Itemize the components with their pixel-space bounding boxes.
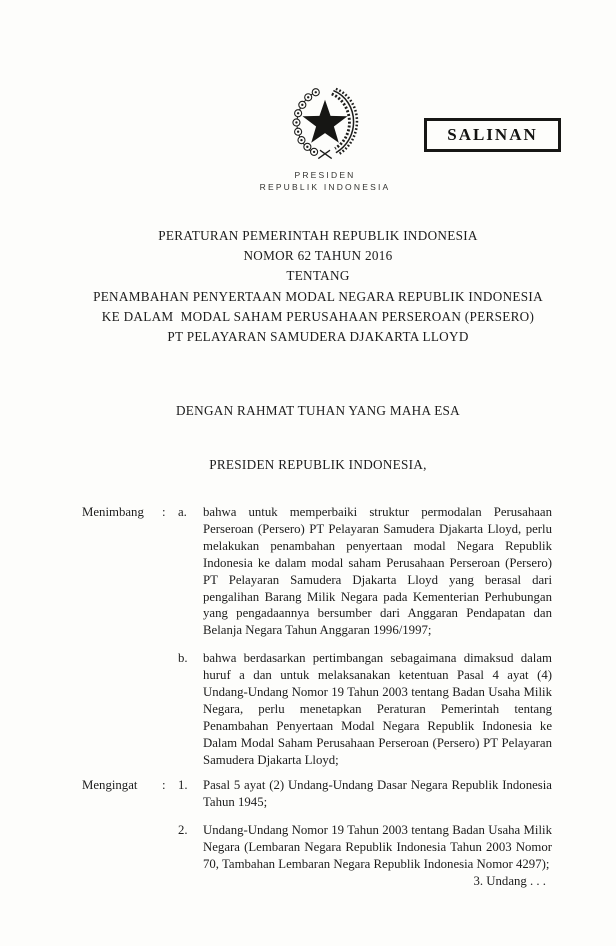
mengingat-colon: : (162, 778, 166, 792)
mengingat-item-1 (178, 777, 552, 811)
item-text: Undang-Undang Nomor 19 Tahun 2003 tentang Badan Usaha Milik Negara (Lembaran Negara Republik Indonesia Tahun 2003 Nomor 70, Tambahan Lembaran Negara Republik Indonesia Nomor 4297); (203, 822, 552, 871)
menimbang-items (178, 504, 552, 769)
menimbang-item-a (178, 504, 552, 639)
garuda-star-emblem (283, 86, 367, 164)
letterhead-republik-indonesia: REPUBLIK INDONESIA (259, 182, 391, 192)
letterhead (205, 169, 445, 193)
menimbang-section (82, 504, 552, 769)
page-catchword: 3. Undang . . . (473, 874, 546, 888)
letterhead-presiden: PRESIDEN (294, 170, 356, 180)
invocation-line: DENGAN RAHMAT TUHAN YANG MAHA ESA (175, 403, 461, 418)
salinan-copy-stamp (424, 118, 561, 152)
title-line-6: PT PELAYARAN SAMUDERA DJAKARTA LLOYD (167, 329, 469, 345)
title-line-2: NOMOR 62 TAHUN 2016 (243, 248, 393, 264)
title-line-4: PENAMBAHAN PENYERTAAN MODAL NEGARA REPUBLIK INDONESIA (93, 288, 543, 304)
menimbang-item-b (178, 650, 552, 768)
star-icon (302, 100, 347, 143)
title-line-1: PERATURAN PEMERINTAH REPUBLIK INDONESIA (158, 228, 478, 243)
item-marker: 1. (178, 778, 188, 792)
enacting-authority-line: PRESIDEN REPUBLIK INDONESIA, (209, 457, 427, 472)
item-text: Pasal 5 ayat (2) Undang-Undang Dasar Negara Republik Indonesia Tahun 1945; (203, 778, 552, 809)
presidential-emblem-icon (283, 86, 367, 164)
menimbang-colon: : (162, 505, 166, 519)
title-line-5: KE DALAM MODAL SAHAM PERUSAHAAN PERSEROAN (PERSERO) (101, 308, 535, 324)
mengingat-label: Mengingat (82, 778, 138, 792)
item-marker: a. (178, 505, 187, 519)
item-text: bahwa untuk memperbaiki struktur permodalan Perusahaan Perseroan (Persero) PT Pelayaran Samudera Djakarta Lloyd, perlu melakukan penambahan penyertaan modal Negara Republik Indonesia ke dalam modal saham Perusahaan Perseroan (Persero) PT Pelayaran Samudera Djakarta Lloyd yang berasal dari pengalihan Barang Milik Negara pada Kementerian Perhubungan yang pengadaannya bersumber dari Anggaran Pendapatan dan Belanja Negara Tahun Anggaran 1996/1997; (203, 505, 552, 638)
mengingat-section (82, 777, 552, 873)
menimbang-label: Menimbang (82, 505, 144, 519)
item-text: bahwa berdasarkan pertimbangan sebagaimana dimaksud dalam huruf a dan untuk melaksanakan ketentuan Pasal 4 ayat (4) Undang-Undang Nomor 19 Tahun 2003 tentang Badan Usaha Milik Negara, perlu menetapkan Peraturan Pemerintah tentang Penambahan Penyertaan Modal Negara Republik Indonesia ke Dalam Modal Saham Perusahaan Perseroan (Persero) PT Pelayaran Samudera Djakarta Lloyd; (203, 651, 552, 767)
title-line-3: TENTANG (286, 268, 350, 284)
stamp-label: SALINAN (447, 125, 538, 144)
regulation-title (20, 226, 616, 347)
item-marker: b. (178, 651, 188, 666)
item-marker: 2. (178, 822, 188, 837)
mengingat-items (178, 777, 552, 873)
mengingat-item-2 (178, 822, 552, 873)
